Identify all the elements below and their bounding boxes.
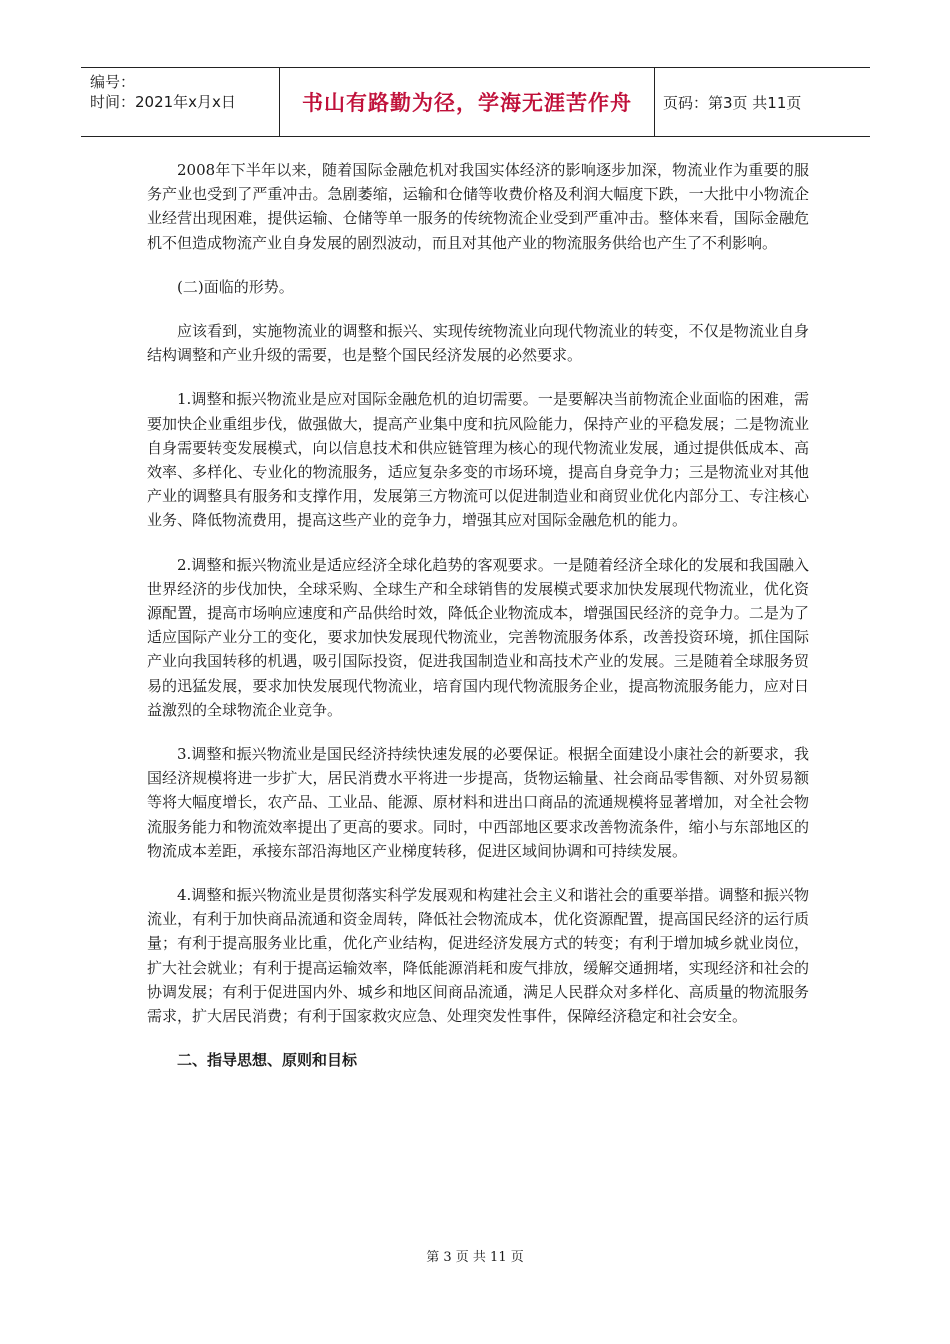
paragraph-point-2: 2.调整和振兴物流业是适应经济全球化趋势的客观要求。一是随着经济全球化的发展和我国融入世界经济的步伐加快，全球采购、全球生产和全球销售的发展模式要求加快发展现代物流业，优化资源配置，提高市场响应速度和产品供给时效，降低企业物流成本，增强国民经济的竞争力。二是为了适应国际产业分工的变化，要求加快发展现代物流业，完善物流服务体系，改善投资环境，抓住国际产业向我国转移的机遇，吸引国际投资，促进我国制造业和高技术产业的发展。三是随着全球服务贸易的迅猛发展，要求加快发展现代物流业，培育国内现代物流服务企业，提高物流服务能力，应对日益激烈的全球物流企业竞争。 [147, 555, 809, 719]
document-date-label: 时间：2021年x月x日 [90, 93, 236, 111]
document-body [147, 158, 809, 1073]
paragraph-point-1: 1.调整和振兴物流业是应对国际金融危机的迫切需要。一是要解决当前物流企业面临的困难，需要加快企业重组步伐，做强做大，提高产业集中度和抗风险能力，保持产业的平稳发展；二是物流业自身需要转变发展模式，向以信息技术和供应链管理为核心的现代物流业发展，通过提供低成本、高效率、多样化、专业化的物流服务，适应复杂多变的市场环境，提高自身竞争力；三是物流业对其他产业的调整具有服务和支撑作用，发展第三方物流可以促进制造业和商贸业优化内部分工、专注核心业务、降低物流费用，提高这些产业的竞争力，增强其应对国际金融危机的能力。 [147, 390, 809, 530]
header-page-number: 页码：第3页 共11页 [663, 93, 802, 112]
subheading-situation: (二)面临的形势。 [177, 277, 294, 296]
header-meta [81, 68, 280, 136]
paragraph-impact: 2008年下半年以来，随着国际金融危机对我国实体经济的影响逐步加深，物流业作为重要的服务产业也受到了严重冲击。急剧萎缩，运输和仓储等收费价格及利润大幅度下跌，一大批中小物流企业经营出现困难，提供运输、仓储等单一服务的传统物流企业受到严重冲击。整体来看，国际金融危机不但造成物流产业自身发展的剧烈波动，而且对其他产业的物流服务供给也产生了不利影响。 [147, 161, 809, 252]
paragraph-point-3: 3.调整和振兴物流业是国民经济持续快速发展的必要保证。根据全面建设小康社会的新要求，我国经济规模将进一步扩大，居民消费水平将进一步提高，货物运输量、社会商品零售额、对外贸易额等将大幅度增长，农产品、工业品、能源、原材料和进出口商品的流通规模将显著增加，对全社会物流服务能力和物流效率提出了更高的要求。同时，中西部地区要求改善物流条件，缩小与东部地区的物流成本差距，承接东部沿海地区产业梯度转移，促进区域间协调和可持续发展。 [147, 745, 809, 860]
section-heading: 二、指导思想、原则和目标 [177, 1051, 358, 1070]
page-footer: 第 3 页 共 11 页 [426, 1250, 524, 1265]
document-number-label: 编号： [90, 73, 136, 91]
paragraph-point-4: 4.调整和振兴物流业是贯彻落实科学发展观和构建社会主义和谐社会的重要举措。调整和振兴物流业，有利于加快商品流通和资金周转，降低社会物流成本，优化资源配置，提高国民经济的运行质量；有利于提高服务业比重，优化产业结构，促进经济发展方式的转变；有利于增加城乡就业岗位，扩大社会就业；有利于提高运输效率，降低能源消耗和废气排放，缓解交通拥堵，实现经济和社会的协调发展；有利于促进国内外、城乡和地区间商品流通，满足人民群众对多样化、高质量的物流服务需求，扩大居民消费；有利于国家救灾应急、处理突发性事件，保障经济稳定和社会安全。 [147, 886, 809, 1026]
paragraph-intro: 应该看到，实施物流业的调整和振兴、实现传统物流业向现代物流业的转变，不仅是物流业自身结构调整和产业升级的需要，也是整个国民经济发展的必然要求。 [147, 322, 809, 365]
header-motto: 书山有路勤为径，学海无涯苦作舟 [280, 68, 655, 136]
document-header [81, 67, 870, 137]
